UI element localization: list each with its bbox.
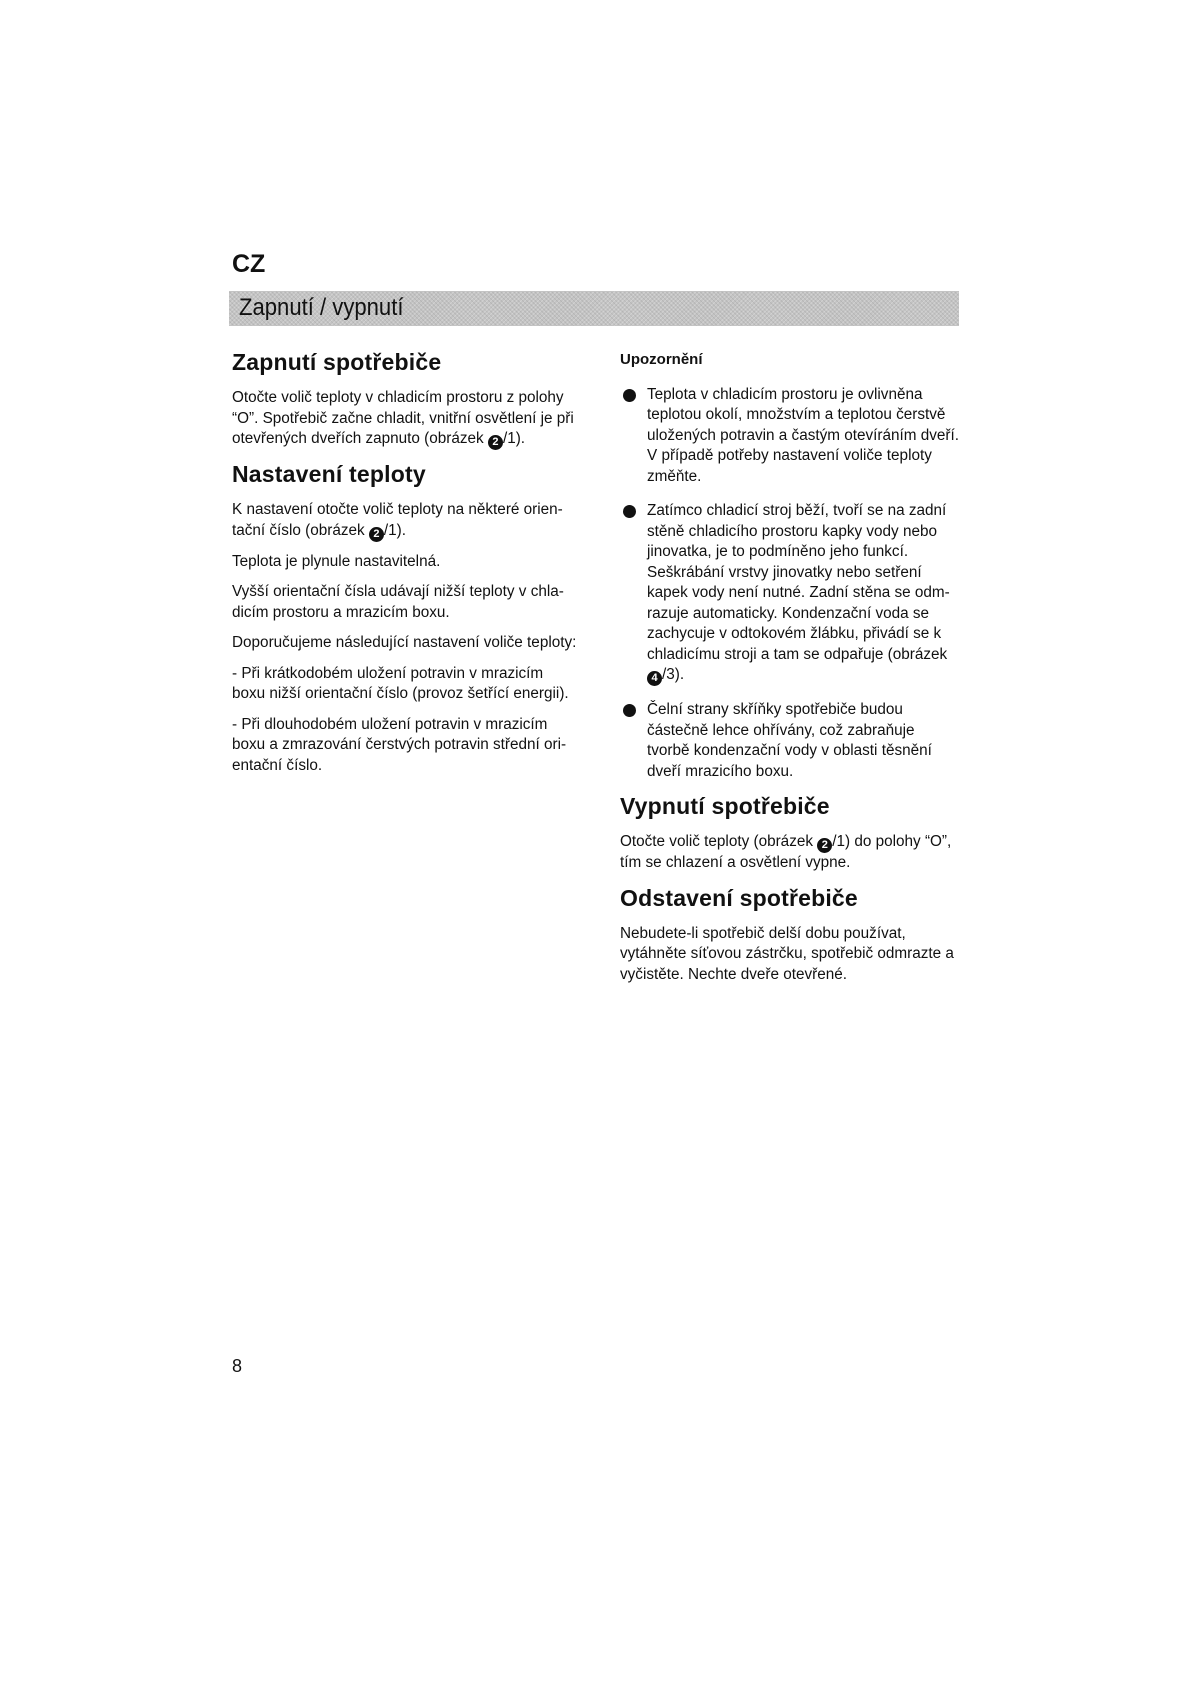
text: /1). [383, 521, 406, 539]
note-bullet [620, 700, 960, 782]
note-bullet [620, 501, 960, 686]
shutdown-paragraph: Nebudete-li spotřebič delší dobu používat, vytáhněte síťovou zástrčku, spotřebič odmrazte a vyčistěte. Nechte dveře otevřené. [620, 924, 954, 983]
text: K nastavení otočte volič teploty na některé orien-tační číslo (obrázek [232, 501, 563, 539]
text: /3). [662, 666, 685, 683]
text: /1) do polohy “O”, tím se chlazení a osvětlení vypne. [620, 833, 952, 871]
temperature-paragraph-6: - Při dlouhodobém uložení potravin v mrazicím boxu a zmrazování čerstvých potravin střední ori-entační číslo. [232, 715, 567, 774]
bullet-icon [623, 704, 636, 717]
text: Otočte volič teploty v chladicím prostoru z polohy “O”. Spotřebič začne chladit, vnitřní osvětlení je při otevřených dveřích zapnuto (obrázek [232, 389, 574, 447]
bullet-icon [623, 505, 636, 518]
text: /1). [502, 430, 526, 447]
page-number: 8 [232, 1356, 243, 1376]
bullet-icon [623, 389, 636, 402]
heading-switch-off: Vypnutí spotřebiče [620, 793, 830, 819]
figure-ref-icon: 4 [647, 671, 662, 686]
temperature-paragraph-5: - Při krátkodobém uložení potravin v mrazicím boxu nižší orientační číslo (provoz šetřící energii). [232, 664, 569, 702]
note-title: Upozornění [620, 351, 703, 368]
switch-off-paragraph [620, 832, 960, 874]
heading-temperature-setting: Nastavení teploty [232, 461, 426, 487]
temperature-paragraph-3: Vyšší orientační čísla udávají nižší teploty v chla-dicím prostoru a mrazicím boxu. [232, 583, 564, 621]
switch-on-paragraph [232, 388, 577, 450]
temperature-paragraph-2: Teplota je plynule nastavitelná. [232, 552, 441, 570]
text: Zatímco chladicí stroj běží, tvoří se na zadní stěně chladicího prostoru kapky vody nebo jinovatka, je to podmíněno jeho funkcí. Seškrábání vrstvy jinovatky nebo setření kapek vody není nutné. Zadní stěna se odm-razuje automaticky. Kondenzační voda se zachycuje v odtokovém žlábku, přivádí se k chladicímu stroji a tam se odpařuje (obrázek [647, 502, 950, 663]
left-column [232, 348, 577, 776]
temperature-paragraph-4: Doporučujeme následující nastavení voliče teploty: [232, 634, 577, 651]
text: Otočte volič teploty (obrázek [620, 833, 818, 850]
text: Čelní strany skříňky spotřebiče budou částečně lehce ohřívány, což zabraňuje tvorbě kondenzační vody v oblasti těsnění dveří mrazicího boxu. [647, 701, 932, 780]
temperature-paragraph-1 [232, 500, 577, 542]
note-bullet [620, 385, 960, 488]
figure-ref-icon: 2 [817, 838, 832, 853]
language-code: CZ [232, 250, 266, 278]
heading-switch-on: Zapnutí spotřebiče [232, 349, 442, 375]
section-banner [229, 291, 959, 326]
right-column [620, 350, 960, 985]
figure-ref-icon: 2 [369, 527, 384, 542]
heading-shutdown: Odstavení spotřebiče [620, 884, 858, 911]
text: Teplota v chladicím prostoru je ovlivněna teplotou okolí, množstvím a teplotou čerstvě uložených potravin a častým otevíráním dveří. V případě potřeby nastavení voliče teploty změňte. [647, 385, 960, 485]
figure-ref-icon: 2 [488, 435, 503, 450]
section-title: Zapnutí / vypnutí [239, 294, 404, 321]
